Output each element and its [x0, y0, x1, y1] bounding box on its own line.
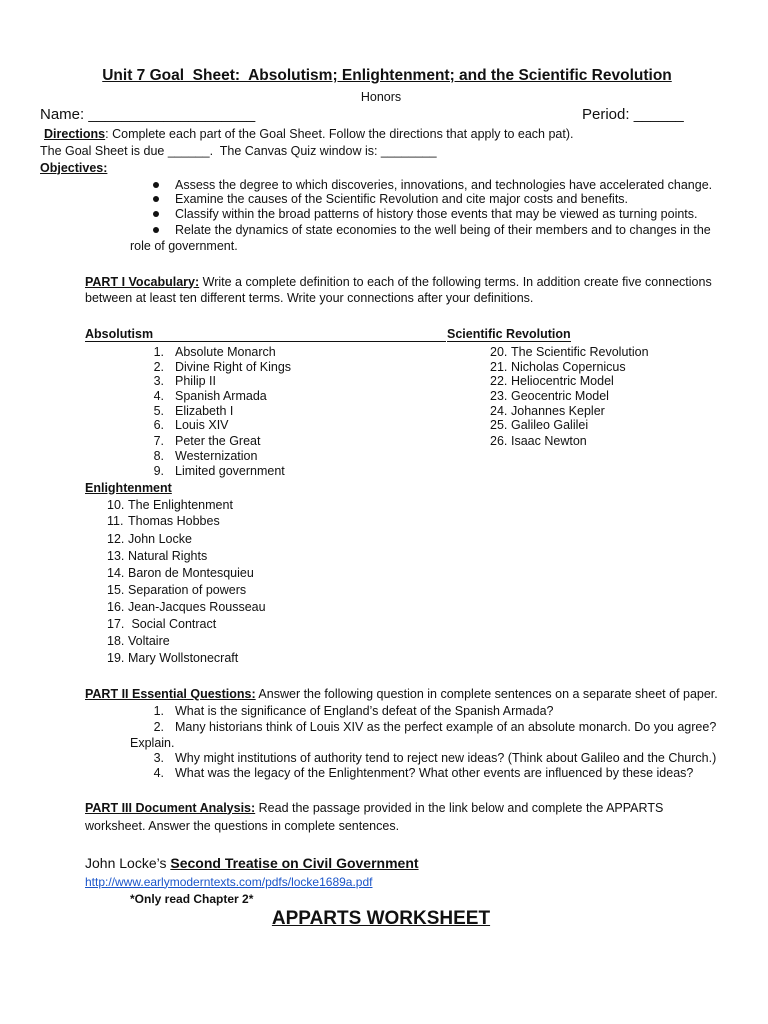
part3-line-2: worksheet. Answer the questions in complete sentences. [85, 818, 400, 833]
term-label: Absolute Monarch [175, 344, 276, 359]
directions-label: Directions [44, 126, 106, 141]
term-number: 15. [107, 582, 125, 597]
question-number: 4. [153, 765, 164, 780]
objectives-label: Objectives: [40, 160, 108, 175]
term-label: Thomas Hobbes [128, 513, 220, 528]
course-level: Honors [360, 90, 402, 104]
question-text: Why might institutions of authority tend to reject new ideas? (Think about Galileo and the Church.) [175, 750, 717, 765]
term-label: Geocentric Model [511, 388, 609, 403]
term-number: 9. [153, 463, 164, 478]
term-label: Isaac Newton [511, 433, 587, 448]
term-label: Philip II [175, 373, 216, 388]
part2-label: PART II Essential Questions: [85, 686, 256, 701]
part1-instructions [85, 275, 712, 290]
term-label: Baron de Montesquieu [128, 565, 254, 580]
term-number: 8. [153, 448, 164, 463]
term-label: Separation of powers [128, 582, 247, 597]
directions-text: : Complete each part of the Goal Sheet. Follow the directions that apply to each pat). [105, 126, 574, 141]
term-label: Nicholas Copernicus [511, 359, 626, 374]
question-text-continued: Explain. [130, 735, 175, 750]
term-label: Mary Wollstonecraft [128, 650, 239, 665]
term-label: The Enlightenment [128, 497, 233, 512]
name-field: Name: ____________________ [40, 106, 256, 123]
part3-instructions [85, 801, 663, 816]
objective-item: Relate the dynamics of state economies to the well being of their members and to changes in the [175, 222, 711, 237]
absolutism-heading: Absolutism [85, 328, 446, 342]
term-label: Social Contract [128, 616, 217, 631]
term-label: Divine Right of Kings [175, 359, 292, 374]
term-label: Jean-Jacques Rousseau [128, 599, 266, 614]
term-label: Elizabeth I [175, 403, 234, 418]
term-number: 14. [107, 565, 125, 580]
reading-note: *Only read Chapter 2* [130, 891, 254, 906]
source-link[interactable]: http://www.earlymoderntexts.com/pdfs/locke1689a.pdf [85, 874, 373, 889]
question-number: 3. [153, 750, 164, 765]
worksheet-title: APPARTS WORKSHEET [271, 908, 491, 929]
objective-item: Classify within the broad patterns of history those events that may be viewed as turning points. [175, 206, 698, 221]
term-number: 12. [107, 531, 125, 546]
question-number: 1. [153, 703, 164, 718]
term-number: 19. [107, 650, 125, 665]
term-number: 16. [107, 599, 125, 614]
directions-line [44, 127, 573, 142]
term-label: Johannes Kepler [511, 403, 605, 418]
part3-label: PART III Document Analysis: [85, 800, 256, 815]
question-text: Many historians think of Louis XIV as the perfect example of an absolute monarch. Do you agree? [175, 719, 717, 734]
term-label: Peter the Great [175, 433, 261, 448]
term-number: 3. [153, 373, 164, 388]
bullet-icon [153, 182, 159, 188]
term-label: Heliocentric Model [511, 373, 614, 388]
term-number: 21. [490, 359, 508, 374]
part1-line-2: between at least ten different terms. Write your connections after your definitions. [85, 290, 534, 305]
term-number: 2. [153, 359, 164, 374]
term-number: 4. [153, 388, 164, 403]
term-label: John Locke [128, 531, 192, 546]
term-label: Limited government [175, 463, 285, 478]
term-number: 13. [107, 548, 125, 563]
term-number: 6. [153, 417, 164, 432]
term-number: 5. [153, 403, 164, 418]
bullet-icon [153, 227, 159, 233]
term-number: 18. [107, 633, 125, 648]
part1-label: PART I Vocabulary: [85, 274, 200, 289]
term-label: Natural Rights [128, 548, 208, 563]
term-label: The Scientific Revolution [511, 344, 649, 359]
scientific-revolution-heading: Scientific Revolution [447, 327, 571, 341]
period-field: Period: ______ [582, 106, 684, 123]
part1-line-1: Write a complete definition to each of the following terms. In addition create five connections [199, 274, 712, 289]
objective-item: Assess the degree to which discoveries, innovations, and technologies have accelerated change. [175, 177, 713, 192]
source-title: Second Treatise on Civil Government [170, 854, 419, 871]
term-number: 23. [490, 388, 508, 403]
source-author: John Locke’s [85, 854, 171, 871]
question-text: What was the legacy of the Enlightenment? What other events are influenced by these ideas? [175, 765, 694, 780]
term-label: Spanish Armada [175, 388, 267, 403]
bullet-icon [153, 211, 159, 217]
term-number: 17. [107, 616, 125, 631]
question-text: What is the significance of England’s defeat of the Spanish Armada? [175, 703, 554, 718]
enlightenment-heading: Enlightenment [85, 480, 172, 495]
term-number: 24. [490, 403, 508, 418]
part3-line-1: Read the passage provided in the link below and complete the APPARTS [255, 800, 664, 815]
question-number: 2. [153, 719, 164, 734]
bullet-icon [153, 196, 159, 202]
term-number: 20. [490, 344, 508, 359]
term-number: 26. [490, 433, 508, 448]
objective-item-continued: role of government. [130, 238, 238, 253]
term-label: Voltaire [128, 633, 170, 648]
term-label: Westernization [175, 448, 258, 463]
due-line: The Goal Sheet is due ______. The Canvas Quiz window is: ________ [40, 143, 437, 158]
term-number: 11. [107, 513, 124, 528]
term-number: 10. [107, 497, 125, 512]
term-number: 25. [490, 417, 508, 432]
part2-text: Answer the following question in complete sentences on a separate sheet of paper. [255, 686, 718, 701]
part2-instructions [85, 687, 718, 702]
term-label: Galileo Galilei [511, 417, 589, 432]
term-number: 7. [153, 433, 164, 448]
term-label: Louis XIV [175, 417, 229, 432]
source-reference [85, 855, 419, 872]
term-number: 1. [153, 344, 164, 359]
page-title: Unit 7 Goal Sheet: Absolutism; Enlightenment; and the Scientific Revolution [102, 67, 672, 84]
term-number: 22. [490, 373, 508, 388]
objective-item: Examine the causes of the Scientific Revolution and cite major costs and benefits. [175, 191, 629, 206]
